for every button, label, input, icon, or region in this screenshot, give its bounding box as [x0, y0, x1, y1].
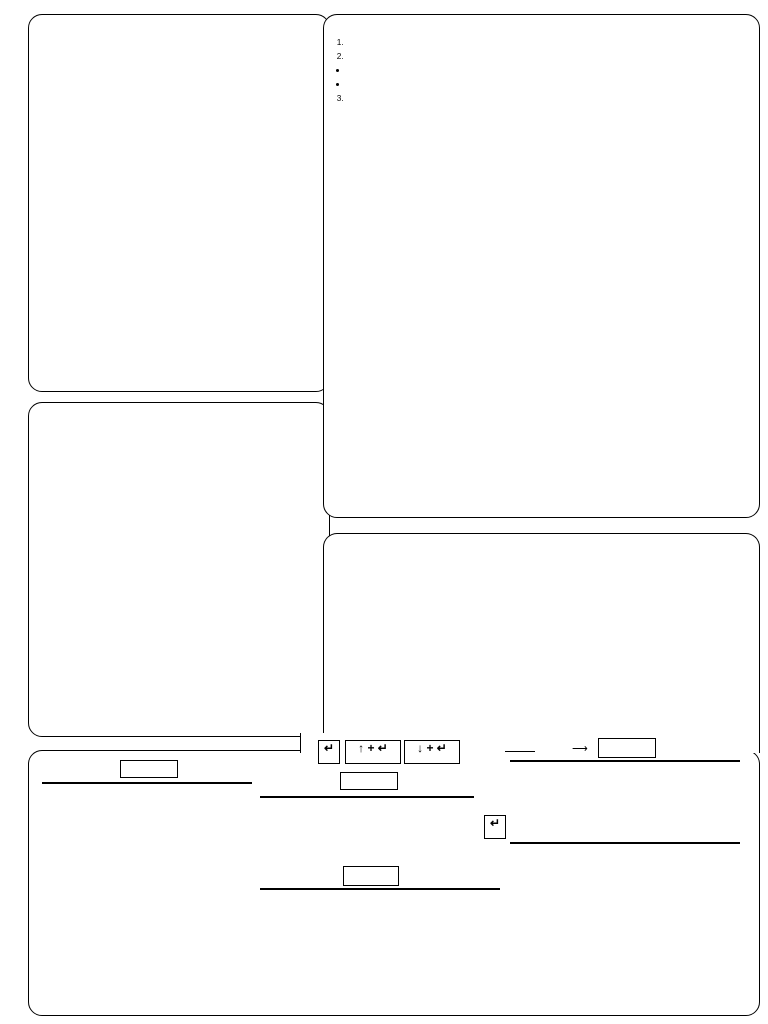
alarms-panel — [323, 14, 760, 518]
alarm-bullet-2 — [348, 79, 478, 89]
alarm-item-1 — [346, 37, 478, 47]
alarm-item-2 — [346, 51, 478, 61]
display-box-mid2 — [343, 866, 399, 886]
program-menus-panel — [323, 533, 760, 733]
display-box-left — [120, 760, 178, 778]
c-menu-column-3a — [510, 760, 740, 762]
alarm-bullet-1 — [348, 65, 478, 75]
display-box-right — [598, 738, 656, 758]
arrow-right-icon: ⟶ — [572, 743, 588, 755]
up-sel-button-combo[interactable]: ↑ + ↵ — [345, 740, 401, 764]
system-step-test-panel — [28, 402, 330, 737]
c-menu-column-2b — [260, 888, 500, 890]
display-box-mid — [340, 772, 398, 790]
c-menu-column-2a — [260, 796, 474, 798]
sel-button-1[interactable]: ↵ — [318, 740, 340, 764]
c-menu-column-1 — [42, 782, 252, 784]
c-menu-column-3b — [510, 842, 740, 844]
alarm-code-grid — [478, 37, 751, 320]
alarm-item-3 — [346, 93, 478, 103]
sel-button-2[interactable]: ↵ — [484, 815, 506, 839]
general-instruction-panel — [28, 14, 330, 392]
down-sel-button-combo[interactable]: ↓ + ↵ — [404, 740, 460, 764]
